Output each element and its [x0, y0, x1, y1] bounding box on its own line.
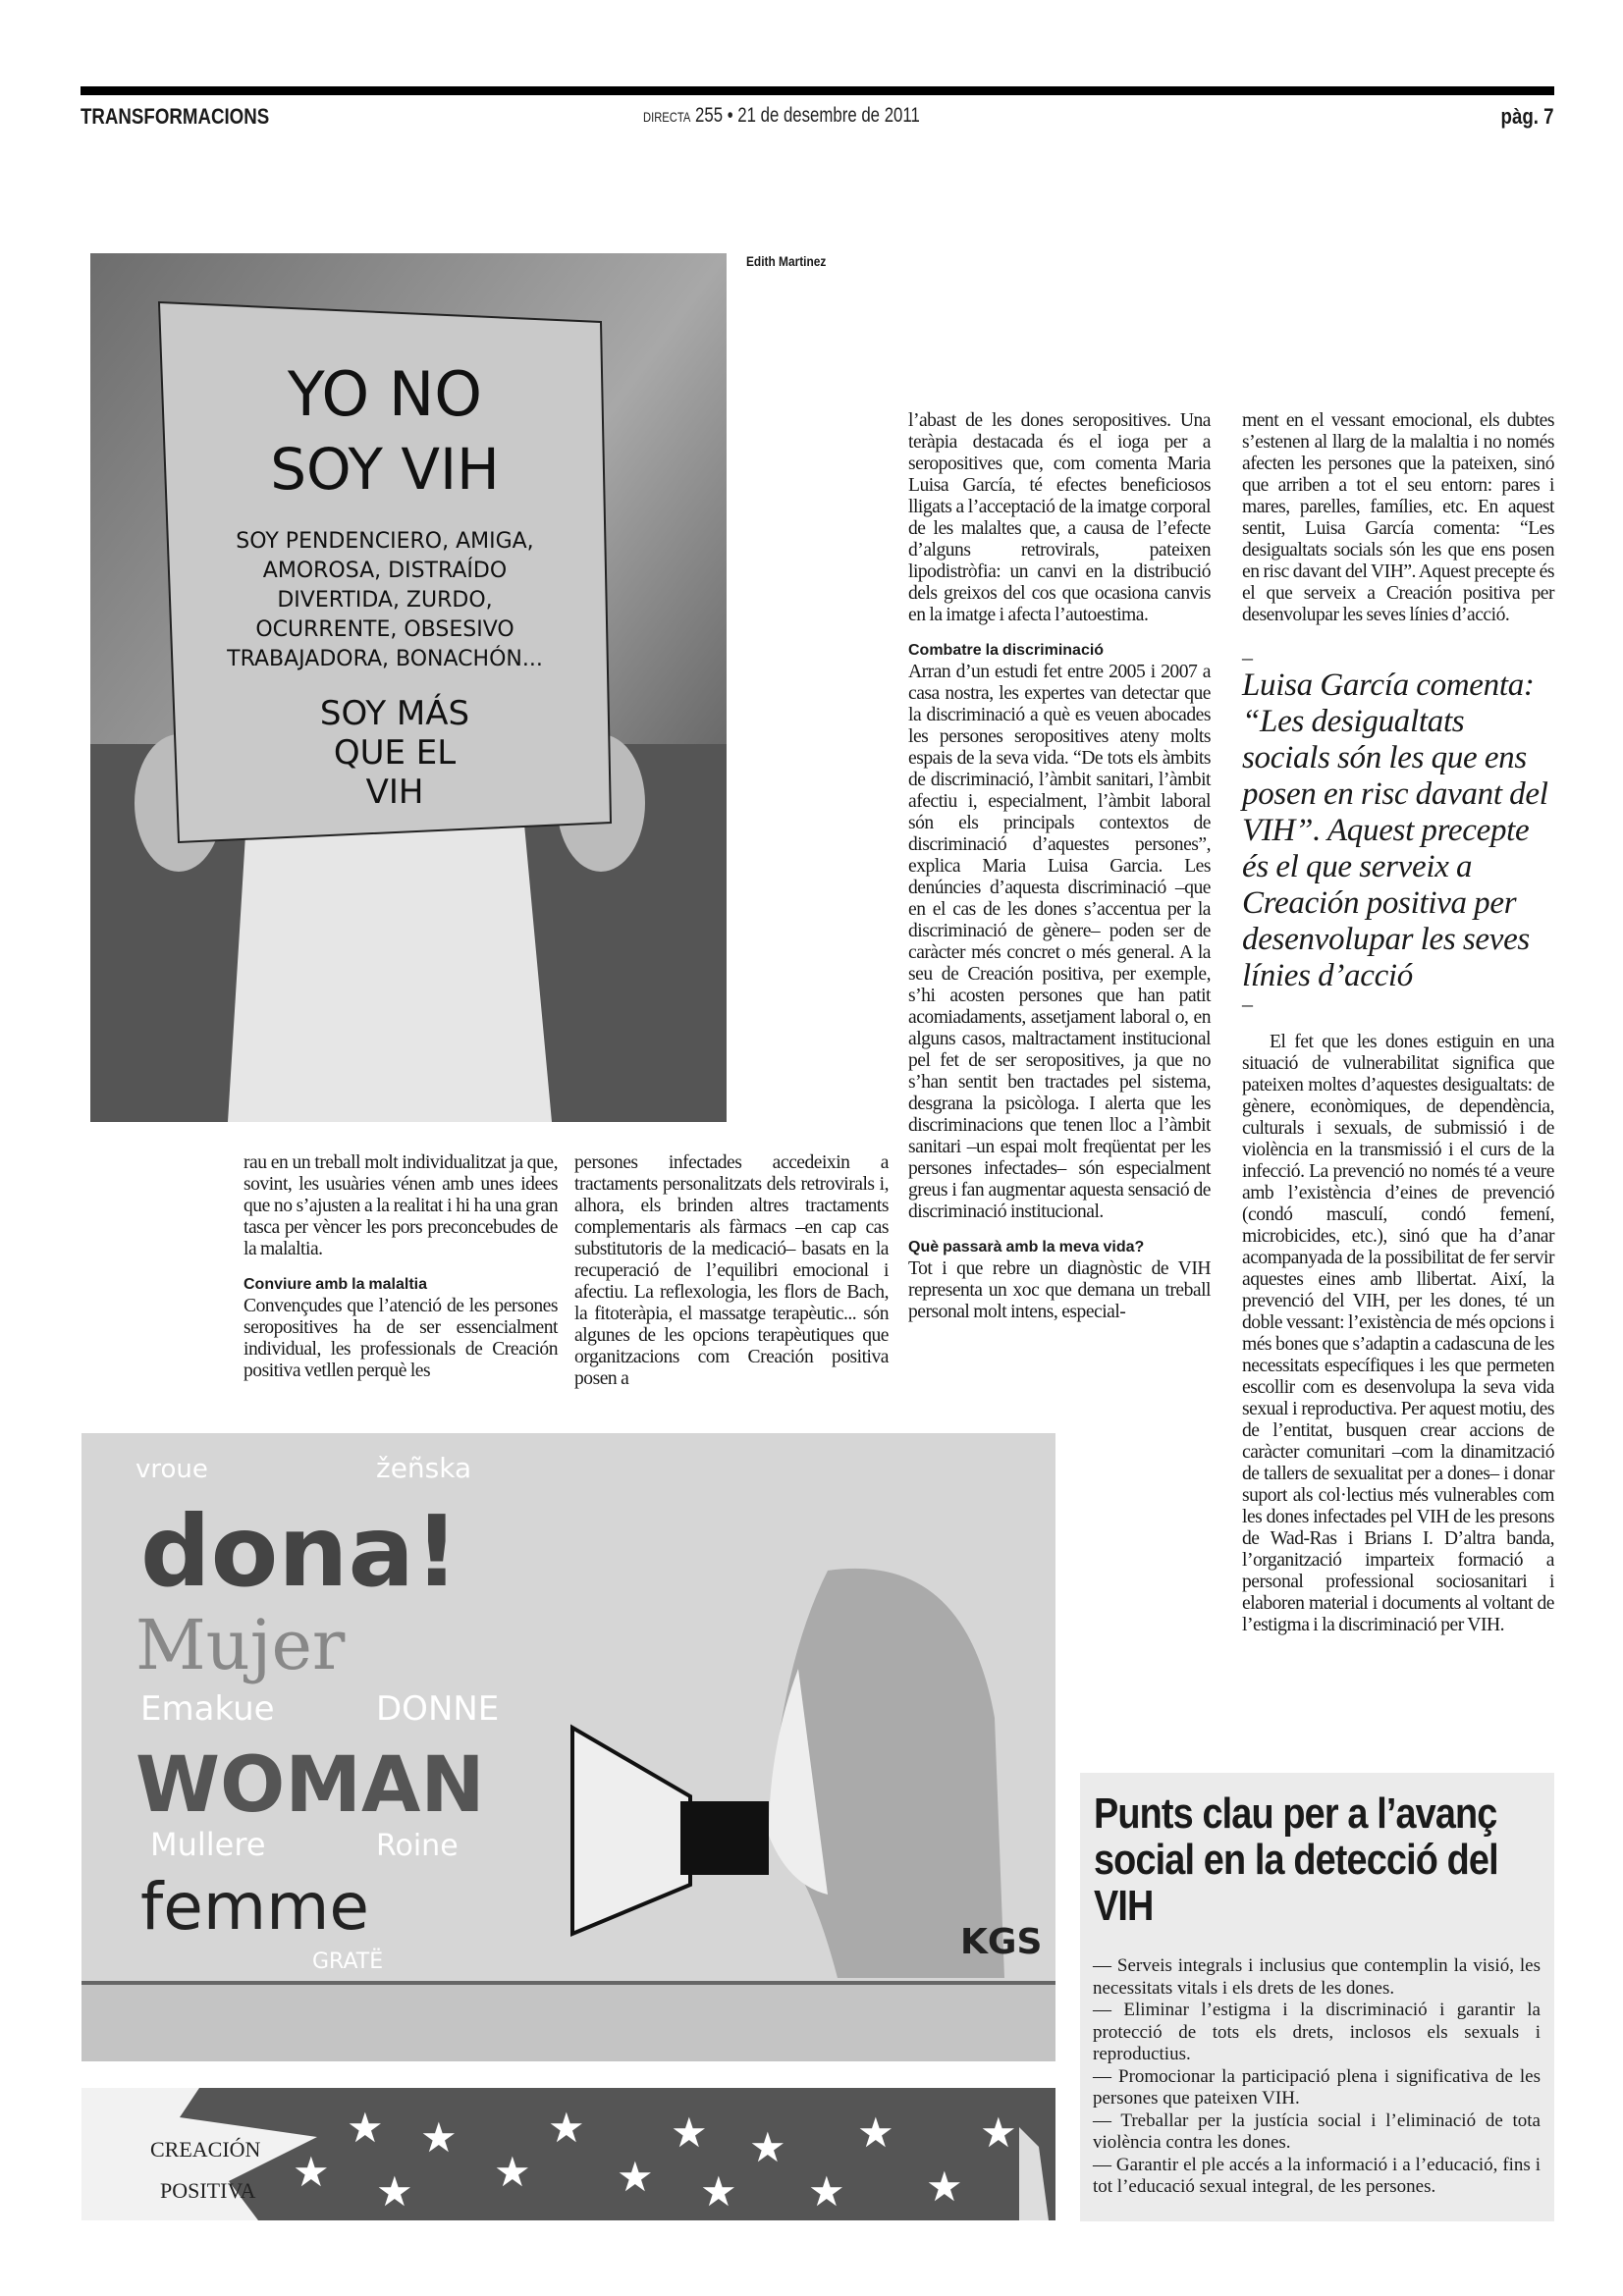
- paragraph: l’abast de les dones seropositives. Una teràpia destacada és el ioga per a seropositives que, com comenta Maria Luisa García, té efectes beneficiosos lligats a l’acceptació de la imatge corporal de les malaltes que, a causa de l’efecte d’alguns retrovirals, pateixen lipodistròfia: un canvi en la distribució dels greixos del cos que ocasiona canvis en la imatge i afecta l’autoestima.: [908, 410, 1211, 625]
- subheading: Què passarà amb la meva vida?: [908, 1239, 1145, 1255]
- star-icon: ★: [808, 2167, 845, 2216]
- star-icon: ★: [420, 2113, 458, 2162]
- star-icon: ★: [671, 2109, 708, 2157]
- graffiti-word: Mullere: [150, 1826, 266, 1863]
- graffiti-word: vroue: [135, 1455, 208, 1484]
- issue-info: [643, 104, 920, 128]
- star-icon: ★: [926, 2163, 963, 2211]
- star-icon: ★: [617, 2153, 654, 2201]
- graffiti-word: femme: [140, 1869, 370, 1945]
- sign-line: TRABAJADORA, BONACHÓN...: [227, 647, 543, 671]
- creacion-positiva-banner: [81, 2088, 1055, 2220]
- issue-date: 255 • 21 de desembre de 2011: [695, 104, 920, 127]
- star-icon: ★: [700, 2167, 737, 2216]
- paragraph: rau en un treball molt individualitzat ja que, sovint, les usuàries vénen amb unes idees que no s’ajusten a la realitat i hi ha una gran tasca per vèncer les pors preconcebudes de la malaltia.: [243, 1152, 558, 1259]
- graffiti-word: GRATË: [312, 1949, 384, 1974]
- graffiti-word: WOMAN: [135, 1741, 485, 1830]
- photo-sign-yo-no-soy-vih: [90, 253, 727, 1122]
- star-icon: ★: [293, 2148, 330, 2196]
- key-point-item: — Promocionar la participació plena i significativa de les persones que pateixen VIH.: [1093, 2065, 1541, 2109]
- photo-graffiti-dona: [81, 1433, 1055, 2061]
- subheading: Conviure amb la malaltia: [243, 1276, 428, 1293]
- graffiti-word: dona!: [140, 1494, 460, 1609]
- sign-line: SOY MÁS: [319, 694, 470, 733]
- graffiti-word: Mujer: [135, 1605, 346, 1685]
- subheading: Combatre la discriminació: [908, 642, 1105, 659]
- key-points-list: [1093, 1955, 1541, 2199]
- article-column-1: [243, 1152, 558, 1382]
- publication-name: DIRECTA: [643, 109, 691, 125]
- star-icon: ★: [376, 2167, 413, 2216]
- article-column-3: [908, 410, 1211, 1323]
- logo-line-1: CREACIÓN: [150, 2137, 261, 2162]
- sign-line: DIVERTIDA, ZURDO,: [277, 588, 493, 613]
- quote-dash-top: –: [1242, 645, 1253, 669]
- logo-line-2: POSITIVA: [160, 2178, 256, 2203]
- key-points-box: [1080, 1773, 1554, 2221]
- graffiti-word: žeñska: [376, 1452, 472, 1484]
- paragraph: Convençudes que l’atenció de les persones seropositives ha de ser essencialment individual, les professionals de Creación positiva vetllen perquè les: [243, 1296, 558, 1381]
- paragraph: Tot i que rebre un diagnòstic de VIH representa un xoc que demana un treball personal molt intens, especial-: [908, 1258, 1211, 1322]
- star-icon: ★: [749, 2123, 786, 2171]
- star-icon: ★: [980, 2109, 1017, 2157]
- article-column-2: [574, 1152, 889, 1390]
- paragraph: persones infectades accedeixin a tractaments personalitzats dels retrovirals i, alhora, els brinden altres tractaments complementaris als fàrmacs –en cap cas substitutoris de la medicació– basats en la recuperació de l’equilibri emocional i afectiu. La reflexologia, les flors de Bach, la fitoteràpia, el massatge terapèutic... són algunes de les opcions terapèutiques que organitzacions com Creación positiva posen a: [574, 1152, 889, 1389]
- pull-quote: Luisa García comenta: “Les desigualtats socials són les que ens posen en risc davant del VIH”. Aquest precepte és el que serveix a Creación positiva per desenvolupar les seves línies d’acció: [1242, 667, 1548, 993]
- article-column-4: [1242, 410, 1554, 1636]
- sign-line: QUE EL: [333, 733, 457, 773]
- sign-line: SOY VIH: [270, 436, 500, 503]
- top-rule: [81, 86, 1554, 95]
- star-icon: ★: [494, 2148, 531, 2196]
- sign-line: AMOROSA, DISTRAÍDO: [262, 559, 508, 583]
- section-title: TRANSFORMACIONS: [81, 104, 270, 129]
- sign-line: SOY PENDENCIERO, AMIGA,: [236, 529, 534, 554]
- graffiti-word: DONNE: [376, 1689, 500, 1729]
- photo-credit: Edith Martinez: [746, 253, 827, 269]
- paragraph: ment en el vessant emocional, els dubtes s’estenen al llarg de la malaltia i no només afecten les persones que la pateixen, sinó que arriben a tot el seu entorn: pares i mares, parelles, famílies, etc. En aquest sentit, Luisa García comenta: “Les desigualtats socials són les que ens posen en risc davant del VIH”. Aquest precepte és el que serveix a Creación positiva per desenvolupar les seves línies d’acció.: [1242, 410, 1554, 625]
- star-icon: ★: [857, 2109, 894, 2157]
- key-points-title: Punts clau per a l’avanç social en la detecció del VIH: [1094, 1789, 1498, 1930]
- star-icon: ★: [347, 2104, 384, 2152]
- quote-dash-bottom: –: [1242, 991, 1253, 1016]
- key-point-item: — Eliminar l’estigma i la discriminació i garantir la protecció de tots els drets, inclosos els sexuals i reproductius.: [1093, 2000, 1541, 2064]
- paragraph: El fet que les dones estiguin en una situació de vulnerabilitat significa que pateixen moltes d’aquestes desigualtats: de gènere, econòmiques, de dependència, culturals i sexuals, de submissió i de violència en la transmissió i el curs de la infecció. La prevenció no només té a veure amb l’existència d’eines de prevenció (condó masculí, condó femení, microbicides, etc.), sinó que ha d’anar acompanyada de la possibilitat de fer servir aquestes eines amb llibertat. Així, la prevenció del VIH, per les dones, té un doble vessant: l’existència de més opcions i més bones que s’adaptin a cadascuna de les necessitats específiques i les que permeten escollir com es desenvolupa la seva vida sexual i reproductiva. Per aquest motiu, des de l’entitat, busquen crear accions de caràcter comunitari –com la dinamització de tallers de sexualitat per a dones– i donar suport als col·lectius més vulnerables com les dones infectades pel VIH de les presons de Wad-Ras i Brians I. D’altra banda, l’organització imparteix formació a personal professional sociosanitari i elaboren material i documents al voltant de l’estigma i la discriminació per VIH.: [1242, 1032, 1554, 1635]
- sign-line: OCURRENTE, OBSESIVO: [255, 617, 514, 642]
- graffiti-word: Roine: [376, 1829, 459, 1863]
- graffiti-word: Emakue: [140, 1689, 275, 1729]
- page-number: pàg. 7: [1500, 104, 1554, 129]
- graffiti-signature: KGS: [960, 1922, 1043, 1962]
- paragraph: Arran d’un estudi fet entre 2005 i 2007 a casa nostra, les expertes van detectar que la discriminació a què es veuen abocades les persones seropositives ateny molts espais de la seva vida. “De tots els àmbits de discriminació, l’àmbit sanitari, l’àmbit afectiu i, especialment, l’àmbit laboral són els principals contextos de discriminació d’aquestes persones”, explica Maria Luisa Garcia. Les denúncies d’aquesta discriminació –que en el cas de les dones s’accentua per la discriminació de gènere– poden ser de caràcter més concret o més general. A la seu de Creación positiva, per exemple, s’hi acosten persones que han patit acomiadaments, assetjament laboral o, en alguns casos, maltractament institucional pel fet de ser seropositives, ja que no s’han sentit ben tractades pel sistema, desgrana la psicòloga. I alerta que les discriminacions que tenen lloc a l’àmbit sanitari –un espai molt freqüentat per les persones infectades– són especialment greus i fan augmentar aquesta sensació de discriminació institucional.: [908, 662, 1211, 1222]
- key-point-item: — Garantir el ple accés a la informació i a l’educació, fins i tot l’educació sexual integral, de les persones.: [1093, 2154, 1541, 2197]
- key-point-item: — Serveis integrals i inclusius que contemplin la visió, les necessitats vitals i els drets de les dones.: [1093, 1955, 1541, 1999]
- key-point-item: — Treballar per la justícia social i l’eliminació de tota violència contra les dones.: [1093, 2109, 1541, 2153]
- sign-line: VIH: [365, 773, 424, 812]
- star-icon: ★: [548, 2104, 585, 2152]
- sign-line: YO NO: [287, 358, 483, 430]
